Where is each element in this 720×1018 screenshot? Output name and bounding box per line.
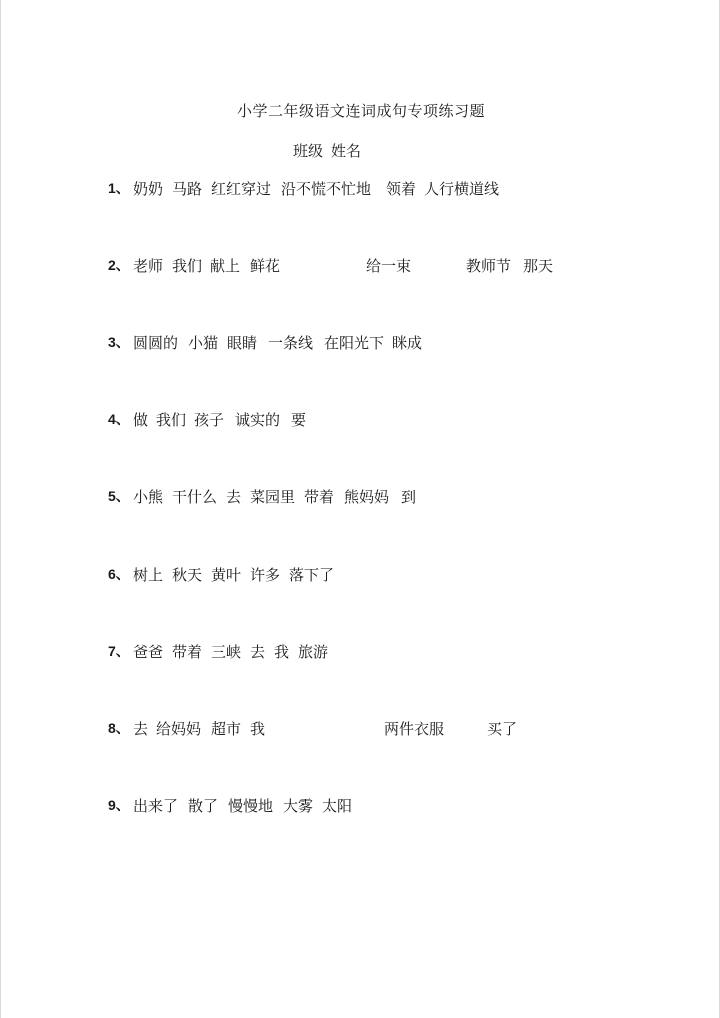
question-number: 7、 [108,643,130,659]
question-5 [108,486,708,508]
word-card: 给妈妈 [156,720,202,738]
question-number: 1、 [108,180,130,196]
word-card: 买了 [487,720,518,738]
question-6 [108,564,708,586]
word-card: 黄叶 [211,566,242,584]
word-card: 去 [226,488,242,506]
word-card: 沿不慌不忙地 [281,180,372,198]
word-card: 圆圆的 [133,334,179,352]
word-card: 落下了 [289,566,335,584]
page-title: 小学二年级语文连词成句专项练习题 [236,102,485,120]
word-card: 一条线 [268,334,314,352]
word-card: 我 [250,720,266,738]
word-card: 去 [250,643,266,661]
word-card: 我们 [172,257,203,275]
word-card: 做 [133,411,149,429]
word-card: 菜园里 [250,488,296,506]
question-3 [108,332,708,354]
question-number: 4、 [108,411,130,427]
word-card: 树上 [133,566,164,584]
question-number: 6、 [108,566,130,582]
word-card: 去 [133,720,149,738]
word-card: 两件衣服 [384,720,445,738]
word-card: 老师 [133,257,164,275]
word-card: 我们 [156,411,187,429]
question-number: 9、 [108,797,130,813]
word-card: 要 [291,411,307,429]
word-card: 小熊 [133,488,164,506]
word-card: 慢慢地 [228,797,274,815]
student-info [293,140,369,161]
word-card: 领着 [386,180,417,198]
word-card: 三峡 [211,643,242,661]
word-card: 眼睛 [227,334,258,352]
word-card: 人行横道线 [424,180,500,198]
word-card: 马路 [172,180,203,198]
word-card: 出来了 [133,797,179,815]
word-card: 红红穿过 [211,180,272,198]
question-8 [108,718,708,740]
word-card: 散了 [188,797,219,815]
word-card: 许多 [250,566,281,584]
word-card: 孩子 [194,411,225,429]
question-7 [108,641,708,663]
word-card: 奶奶 [133,180,164,198]
question-2 [108,255,708,277]
word-card: 献上 [210,257,241,275]
question-number: 8、 [108,720,130,736]
word-card: 小猫 [188,334,219,352]
question-4 [108,409,708,431]
word-card: 太阳 [322,797,353,815]
question-number: 3、 [108,334,130,350]
word-card: 给一束 [366,257,412,275]
question-9 [108,795,708,817]
word-card: 大雾 [283,797,314,815]
question-number: 5、 [108,488,130,504]
word-card: 鲜花 [250,257,281,275]
question-number: 2、 [108,257,130,273]
word-card: 到 [401,488,417,506]
word-card: 带着 [304,488,335,506]
word-card: 爸爸 [133,643,164,661]
word-card: 秋天 [172,566,203,584]
word-card: 干什么 [172,488,218,506]
word-card: 那天 [523,257,554,275]
question-1 [108,178,708,200]
word-card: 眯成 [392,334,423,352]
word-card: 旅游 [298,643,329,661]
word-card: 教师节 [466,257,512,275]
word-card: 熊妈妈 [344,488,390,506]
class-label: 班级 [293,142,324,160]
name-label: 姓名 [331,142,362,160]
word-card: 我 [274,643,290,661]
word-card: 在阳光下 [324,334,385,352]
word-card: 诚实的 [235,411,281,429]
word-card: 超市 [211,720,242,738]
word-card: 带着 [172,643,203,661]
